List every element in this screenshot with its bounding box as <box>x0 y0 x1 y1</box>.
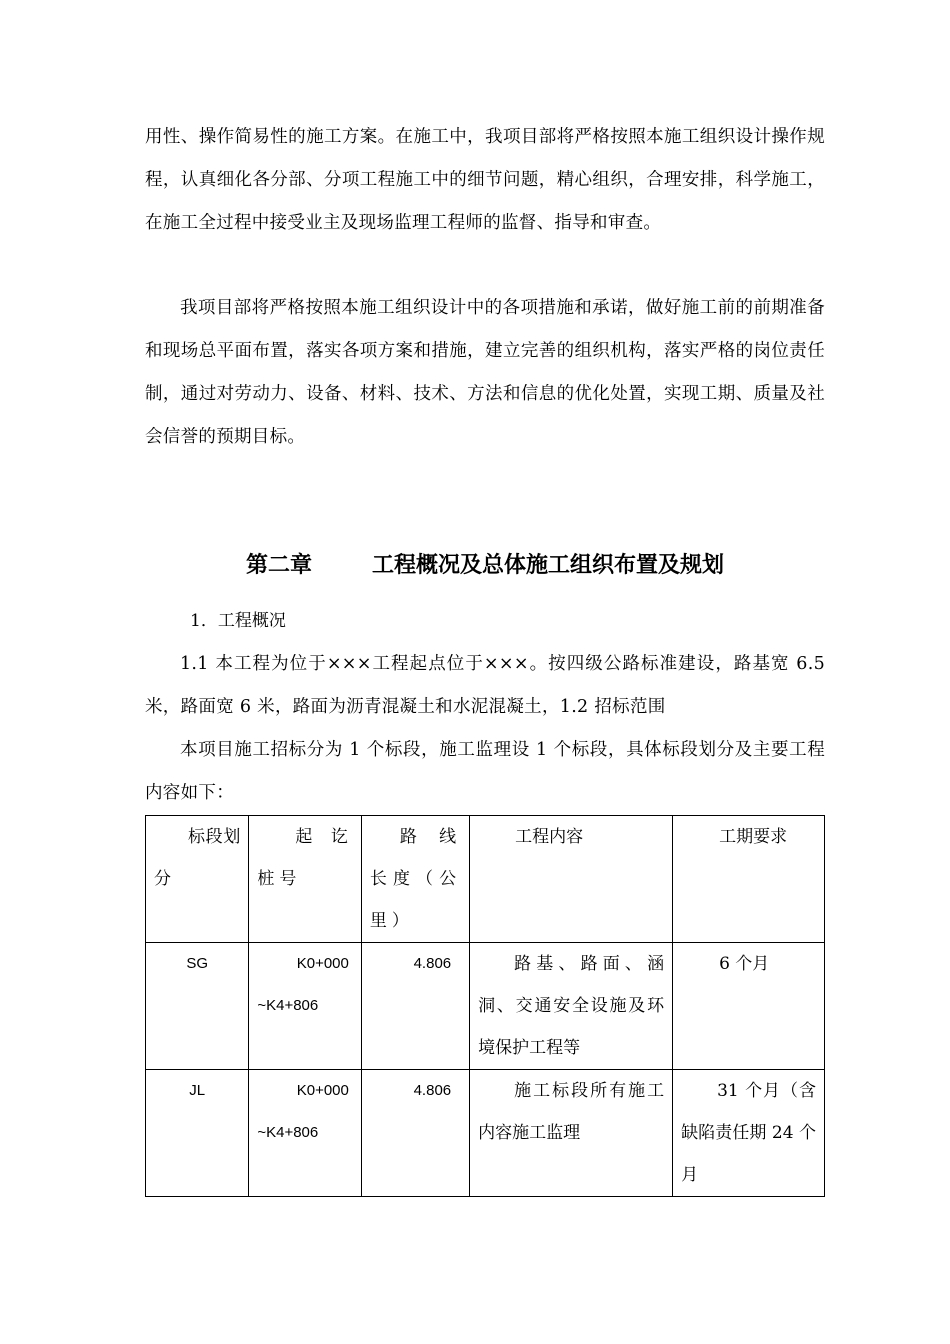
duration-cell: 6 个月 <box>673 943 825 1070</box>
stake-end: ~K4+806 <box>257 1124 319 1141</box>
table-header-cell: 标段划分 <box>146 816 249 943</box>
body-paragraph: 本项目施工招标分为 1 个标段，施工监理设 1 个标段，具体标段划分及主要工程内容如下： <box>145 740 825 803</box>
table-header-cell: 工程内容 <box>470 816 673 943</box>
section-heading: 1．工程概况 <box>190 611 286 631</box>
body-paragraph: 1.1 本工程为位于×××工程起点位于×××。按四级公路标准建设，路基宽 6.5 米，路面宽 6 米，路面为沥青混凝土和水泥混凝土，1.2 招标范围 <box>145 654 825 717</box>
table-row <box>146 943 825 1070</box>
table-header-cell: 工期要求 <box>673 816 825 943</box>
duration-cell: 31 个月（含缺陷责任期 24 个月 <box>673 1070 825 1197</box>
table-header-cell: 路线长度（公里） <box>361 816 469 943</box>
bid-section-table <box>145 815 825 1197</box>
table-row <box>146 1070 825 1197</box>
table-header-cell: 起讫桩号 <box>249 816 362 943</box>
chapter-number: 第二章 <box>245 552 312 578</box>
body-paragraph: 用性、操作简易性的施工方案。在施工中，我项目部将严格按照本施工组织设计操作规程，认真细化各分部、分项工程施工中的细节问题，精心组织，合理安排，科学施工，在施工全过程中接受业主及现场监理工程师的监督、指导和审查。 <box>145 127 825 233</box>
content-cell: 施工标段所有施工内容施工监理 <box>470 1070 673 1197</box>
content-cell: 路基、路面、涵洞、交通安全设施及环境保护工程等 <box>470 943 673 1070</box>
stake-end: ~K4+806 <box>257 997 319 1014</box>
length-cell: 4.806 <box>361 943 469 1070</box>
stake-cell <box>249 943 362 1070</box>
chapter-heading <box>145 545 825 585</box>
stake-start: K0+000 <box>296 1082 349 1099</box>
section-cell: JL <box>146 1070 249 1197</box>
stake-start: K0+000 <box>296 955 349 972</box>
length-cell: 4.806 <box>361 1070 469 1197</box>
table-header-row <box>146 816 825 943</box>
body-paragraph: 我项目部将严格按照本施工组织设计中的各项措施和承诺，做好施工前的前期准备和现场总平面布置，落实各项方案和措施，建立完善的组织机构，落实严格的岗位责任制，通过对劳动力、设备、材料、技术、方法和信息的优化处置，实现工期、质量及社会信誉的预期目标。 <box>145 298 825 447</box>
chapter-title: 工程概况及总体施工组织布置及规划 <box>372 552 725 578</box>
section-cell: SG <box>146 943 249 1070</box>
stake-cell <box>249 1070 362 1197</box>
